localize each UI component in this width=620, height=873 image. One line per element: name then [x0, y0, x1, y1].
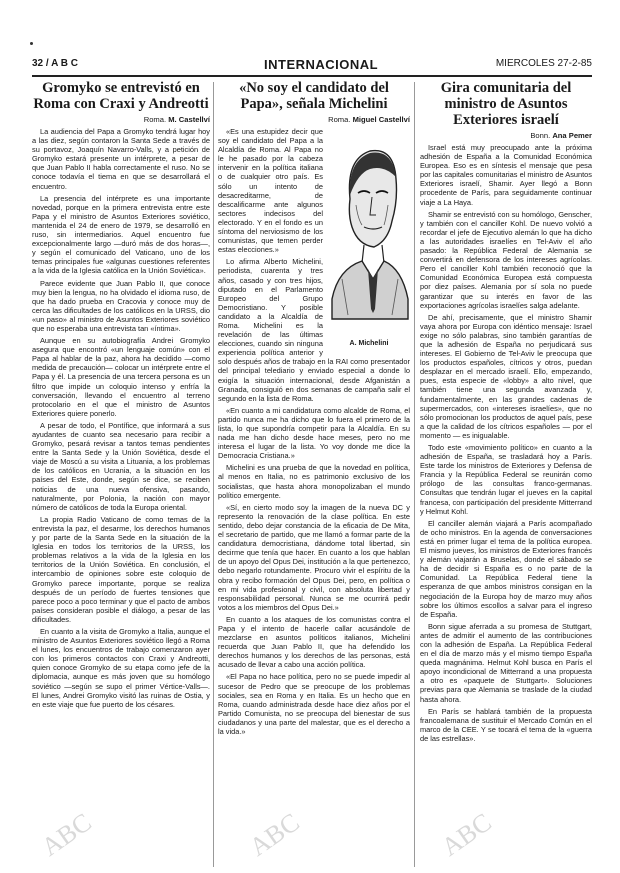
article-paragraph: De ahí, precisamente, que el ministro Shamir vaya ahora por Europa con idéntico mensaje: Israel exige no sólo palabras, sino también garantías de que la adhesión de España no perjudicará sus intereses. El Gobierno de Tel-Aviv le preocupa que los productos españoles, cítricos y otros, puedan desplazar en el mercado israelí. Ello, empezando, pues, esta especie de «lobby» a alto nivel, que también tiene una segunda avanzada y, fundamentalmente, en las grandes cadenas de supermercados, con «intereses israelíes», que no sólo promocionan los productos de aquel país, pese a que la calidad de los cítricos españoles — por el momento — es inigualable.	[420, 312, 592, 440]
issue-date: MIERCOLES 27-2-85	[495, 58, 592, 69]
article-paragraph: Aunque en su autobiografía Andrei Gromyko asegura que encontró «un lenguaje común» con el Papa al hablar de la paz, ahora ha decidido —como medida de precaución— colocar un intérprete entre el Papa y él. La presencia de una tercera persona es un filtro que impide un coloquio intenso y enfría la conversación, llevando el encuentro al terreno protocolario en el que el ministro de Asuntos Exteriores quiere ponerlo.	[32, 336, 210, 418]
article-israel	[420, 80, 592, 870]
article-michelini	[218, 80, 410, 870]
column-divider	[213, 82, 214, 867]
article-paragraph: La presencia del intérprete es una importante novedad, porque en la primera entrevista entre este Papa y el ministro de Asuntos Exteriores soviético, mantenida el 24 de enero de 1979, se desarrolló en ruso, sin intermediarios. Aquel encuentro fue excepcionalmente largo —duró más de dos horas—, y según el comunicado del Vaticano, uno de los temas principales fue «algunas cuestiones referentes a la vida de la Iglesia católica en la Unión Soviética».	[32, 193, 210, 276]
byline: Bonn. Ana Pemer	[530, 131, 592, 140]
byline-author: Ana Pemer	[552, 131, 592, 140]
michelini-portrait-illustration	[328, 129, 410, 335]
article-paragraph: Bonn sigue aferrada a su promesa de Stuttgart, antes de admitir el aumento de las contribuciones con la adhesión de España. La República Federal en el día de marzo más y el mismo tiempo España queda magnánima. Helmut Kohl busca en París el apoyo incondicional de Mitterrand a una propuesta a otro es «paquete de Stuttgart». Soluciones previas para que Alemania se traslade de la ciudad hasta ahora.	[420, 621, 592, 704]
column-divider	[414, 82, 415, 867]
article-paragraph: Israel está muy preocupado ante la próxima adhesión de España a la Comunidad Económica Europea. Eso es en síntesis el mensaje que pesa por las capitales comunitarias el ministro de Asuntos Exteriores israelí, Shamir. Ayer llegó a Bonn procedente de París, para seguidamente continuar viaje a La Haya.	[420, 143, 592, 207]
abc-watermark: ABC	[244, 807, 305, 862]
article-paragraph: «Es una estupidez decir que soy el candidato del Papa a la Alcaldía de Roma. Al Papa no le he pasado por la cabeza intervenir en la política italiana o de cualquier otro país. Es sólo un intento de desacreditarme, de descalificarme ante algunos sectores indecisos del electorado. Y en el fondo es un síntoma del nerviosismo de los comunistas, que temen perder estas elecciones.»	[218, 127, 323, 255]
article-paragraph: Parece evidente que Juan Pablo II, que conoce muy bien la lengua, no ha olvidado el idioma ruso, de que ha dado prueba en Cracovia y conoce muy de cerca las dificultades de los católicos en la URSS, dio «un paso» al ministro de Asuntos Exteriores soviético que no esperaba una entrevista tan «íntima».	[32, 278, 210, 333]
byline: Roma. M. Castellví	[143, 115, 210, 124]
article-headline: Gromyko se entrevistó en Roma con Craxi y Andreotti	[33, 80, 209, 112]
abc-watermark: ABC	[36, 807, 97, 862]
article-paragraph: La propia Radio Vaticano de como temas de la entrevista la paz, el desarme, los derechos humanos y por parte de la Santa Sede en la situación de la Iglesia en todos los territorios de la URSS, los problemas relativos a la vida de la Iglesia en los territorios de la Unión Soviética. En conclusión, el intercambio de opiniones sobre este coloquio de Gromyko parece importante, porque se realiza después de un período de fuertes tensiones que parece poco a poco terminar y que el pacto de ambos países consideran posible el diálogo, a pesar de las dificultades.	[32, 514, 210, 624]
article-paragraph: Shamir se entrevistó con su homólogo, Genscher, y también con el canciller Kohl. De nuevo volvió a recordar el jefe de Ejecutivo alemán lo que ha dicho a las autoridades israelíes en Tel-Aviv el año pasado: la República Federal de Alemania se convertirá en defensora de los intereses agrícolas. Pero el canciller Kohl también reconoció que la Comunidad Económica Europea está compuesta por diez países. Alemania por sí sola no puede garantizar que su interés en favor de las exportaciones agrícolas israelíes salga adelante.	[420, 209, 592, 310]
article-paragraph: «El Papa no hace política, pero no se puede impedir al sucesor de Pedro que se preocupe de los problemas sociales, sea en Roma y en Italia. Es un hecho que en Roma, cuando administrada desde hace diez años por el Partido Comunista, no se preocupa del bienestar de sus ciudadanos y una parte del malestar, que es el derecho a la vida.»	[218, 672, 410, 736]
abc-watermark: ABC	[436, 807, 497, 862]
article-paragraph: Todo este «movimiento político» en cuanto a la adhesión de España, se trasladará hoy a París. Este tarde los ministros de Exteriores y Defensa de Francia y la República Federal se reunirán como prólogo de las consultas franco-germanas. Consultas que tendrán lugar el jueves en la capital francesa, con participación del presidente Mitterrand y Helmut Kohl.	[420, 443, 592, 516]
article-paragraph: En París se hablará también de la propuesta francoalemana de sustituir el Mercado Común en el marco de la CEE. Y se tocará el tema de la «guerra de las estrellas».	[420, 706, 592, 743]
portrait-drawing	[328, 129, 410, 347]
byline: Roma. Miguel Castellví	[328, 115, 410, 124]
article-gromyko	[32, 80, 210, 870]
article-headline: «No soy el candidato del Papa», señala Michelini	[239, 80, 389, 112]
byline-author: M. Castellví	[168, 115, 210, 124]
margin-mark	[30, 42, 33, 45]
article-paragraph: En cuanto a la visita de Gromyko a Italia, aunque el ministro de Asuntos Exteriores soviético llegó a Roma el lunes, los encuentros de trabajo comenzaron ayer con los primeros contactos con Craxi y Andreotti, quien conoce Gromyko de su etapa como jefe de la diplomacia, aunque es más joven que su homólogo soviético —según se supo el primer Vértice-Valls—. El lunes, Andrei Gromyko visitó las ruinas de Ostia, y en este viaje que fue puerto de los césares.	[32, 626, 210, 709]
byline-author: Miguel Castellví	[352, 115, 410, 124]
photo-caption: A. Michelini	[349, 340, 389, 347]
article-paragraph: La audiencia del Papa a Gromyko tendrá lugar hoy a las diez, según contaron la Santa Sede a través de su portavoz, Joaquín Navarro-Valls, y a petición de Gromyko estará presente un intérprete, a pesar de que Juan Pablo II habla correctamente el ruso. No se conoce todavía el tiema en que se desarrollará el encuentro.	[32, 127, 210, 191]
page-number: 32 / A B C	[32, 58, 78, 69]
article-paragraph: «Sí, en cierto modo soy la imagen de la nueva DC y represento la renovación de la clase política. En este sentido, debo dejar constancia de la eficacia de De Mita, el secretario de partido, que me llamó a formar parte de la candidatura democristiana, dándome total libertad, sin decirme que tenía que hacer. En cuanto a los que hablan de un apoyo del Opus Dei, institución a la que pertenezco, debo negarlo rotundamente. Procuro vivir el espíritu de la obra y recibo formación del Opus Dei, pero, en política o en mi vida profesional y civil, con absoluta libertad y responsabilidad personal. Nunca se me ocurrirá pedir votos a los miembros del Opus Dei.»	[218, 502, 410, 612]
article-paragraph: El canciller alemán viajará a París acompañado de ocho ministros. En la agenda de conversaciones está en primer lugar el tema de la política europea. El mismo jueves, los ministros de Exteriores francés y alemán viajarán a Bruselas, donde el sábado se ha de decidir si España es o no parte de la Comunidad. La República Federal tiene la esperanza de que ambos ministros consigan en la negociación de la Europa hoy de marzo muy años sobre los últimos escollos a salvar para el ingreso de España.	[420, 518, 592, 619]
header-rule	[32, 75, 592, 77]
article-headline: Gira comunitaria del ministro de Asuntos Exteriores israelí	[440, 80, 572, 128]
article-paragraph: Michelini es una prueba de que la novedad en política, al menos en Italia, no es patrimonio exclusivo de los socialistas, que hasta ahora monopolizaban el mundo político emergente.	[218, 463, 410, 500]
article-paragraph: En cuanto a los ataques de los comunistas contra el Papa y el intento de hacerle callar acusándole de mezclarse en asuntos políticos italianos, Michelini recuerda que Juan Pablo II, que ha defendido los derechos humanos y los derechos de las personas, está acusado de llevar a cabo una acción política.	[218, 614, 410, 670]
page-header	[32, 58, 592, 74]
section-title: INTERNACIONAL	[264, 57, 379, 72]
article-paragraph: Lo afirma Alberto Michelini, periodista, cuarenta y tres años, casado y con tres hijos, diputado en el Parlamento Europeo del Grupo Democristiano. Y posible candidato a la Alcaldía de Roma. Michelini es la revelación de las últimas elecciones, cuando sin ninguna experiencia política anterior y solo después años de trabajo en la RAI como presentador del principal telediario y enviado especial a donde lo exigía la situación internacional, desde Afganistán a Granada, consiguió en dos semanas de campaña salir el segundo en la lista de Roma.	[218, 257, 410, 403]
article-paragraph: A pesar de todo, el Pontífice, que informará a sus ayudantes de cuanto sea necesario para recibir a Gromyko, pesará revisar a tantos temas pendientes entre la Santa Sede y la Unión Soviética, desde el viaje de Moscú a su visita a Lituania, a los problemas de los católicos en Ucrania, a la situación en los países del Este, donde, según se dice, se reciben noticias de una nueva ofensiva, pasando, naturalmente, por Polonia, la nación con mayor número de católicos de toda la Europa oriental.	[32, 420, 210, 512]
article-paragraph: «En cuanto a mi candidatura como alcalde de Roma, el partido nunca me ha dicho que lo fuera el primero de la lista, lo que supondría competir para la Alcaldía. En su nada me han dicho desde hace meses, pero no me interesa el lugar de la lista. Yo voy donde me dice la Democracia Cristiana.»	[218, 405, 410, 461]
